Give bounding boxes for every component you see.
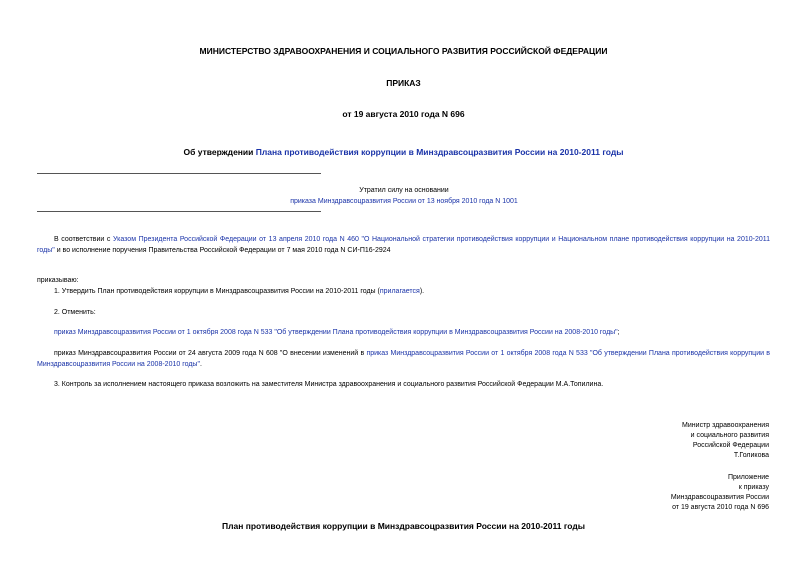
appendix-block bbox=[671, 473, 769, 513]
doc-title-link[interactable]: Плана противодействия коррупции в Минздравсоцразвития России на 2010-2011 годы bbox=[255, 147, 624, 157]
status-note-line: Утратил силу на основании bbox=[359, 187, 449, 194]
item-1-suffix: ). bbox=[419, 288, 425, 295]
doc-type-heading: ПРИКАЗ bbox=[386, 78, 421, 88]
plan-title: План противодействия коррупции в Минздравсоцразвития России на 2010-2011 годы bbox=[221, 521, 585, 531]
top-divider bbox=[37, 173, 321, 174]
appendix-line: к приказу bbox=[738, 484, 769, 491]
cancel-item-2 bbox=[37, 348, 770, 370]
cancel-item-2-suffix: . bbox=[199, 361, 202, 368]
order-word: приказываю: bbox=[37, 277, 79, 284]
signature-line: Министр здравоохранения bbox=[682, 422, 769, 429]
doc-date-number: от 19 августа 2010 года N 696 bbox=[342, 109, 465, 119]
appendix-line: Приложение bbox=[727, 474, 769, 481]
cancel-item-1 bbox=[37, 327, 770, 338]
item-2: 2. Отменить: bbox=[54, 309, 96, 316]
cancel-item-1-suffix: ; bbox=[617, 329, 620, 336]
preamble-suffix: и во исполнение поручения Правительства Российской Федерации от 7 мая 2010 года N СИ-П16-2924 bbox=[54, 247, 391, 254]
item-1-text: 1. Утвердить План противодействия коррупции в Минздравсоцразвития России на 2010-2011 годы ( bbox=[54, 288, 380, 295]
status-note-link[interactable]: приказа Минздравсоцразвития России от 13 ноября 2010 года N 1001 bbox=[290, 198, 518, 205]
bottom-divider bbox=[37, 211, 321, 212]
signature-block bbox=[682, 421, 769, 461]
item-3: 3. Контроль за исполнением настоящего приказа возложить на заместителя Министра здравоохранения и социального развития Российской Федерации М.А.Топилина. bbox=[54, 381, 604, 388]
signature-line: Российской Федерации bbox=[692, 442, 769, 449]
cancel-item-2-prefix: приказ Минздравсоцразвития России от 24 августа 2009 года N 608 "О внесении изменений в bbox=[54, 350, 367, 357]
appendix-line: Минздравсоцразвития России bbox=[670, 494, 769, 501]
appendix-line: от 19 августа 2010 года N 696 bbox=[672, 504, 769, 511]
preamble-paragraph bbox=[37, 234, 770, 256]
president-decree-link[interactable]: Указом Президента Российской Федерации от 13 апреля 2010 года N 460 "О Национальной стратегии противодействия коррупции и Национальном плане противодействия коррупции на 2010-2011 годы" bbox=[37, 236, 771, 254]
cancel-order-533-link[interactable]: приказ Минздравсоцразвития России от 1 октября 2008 года N 533 "Об утверждении Плана противодействия коррупции в Минздравсоцразвития России на 2008-2010 годы" bbox=[54, 329, 618, 336]
amended-order-533-link[interactable]: приказ Минздравсоцразвития России от 1 октября 2008 года N 533 "Об утверждении Плана противодействия коррупции в Минздравсоцразвития России на 2008-2010 годы" bbox=[37, 350, 770, 368]
status-note bbox=[274, 185, 534, 207]
item-1 bbox=[37, 286, 770, 297]
preamble-prefix: В соответствии с bbox=[54, 236, 114, 243]
signature-name: Т.Голикова bbox=[733, 452, 769, 459]
signature-line: и социального развития bbox=[690, 432, 769, 439]
doc-title bbox=[0, 147, 807, 157]
ministry-heading: МИНИСТЕРСТВО ЗДРАВООХРАНЕНИЯ И СОЦИАЛЬНОГО РАЗВИТИЯ РОССИЙСКОЙ ФЕДЕРАЦИИ bbox=[199, 46, 608, 56]
appendix-link[interactable]: прилагается bbox=[379, 288, 420, 295]
doc-title-prefix: Об утверждении bbox=[183, 147, 256, 157]
